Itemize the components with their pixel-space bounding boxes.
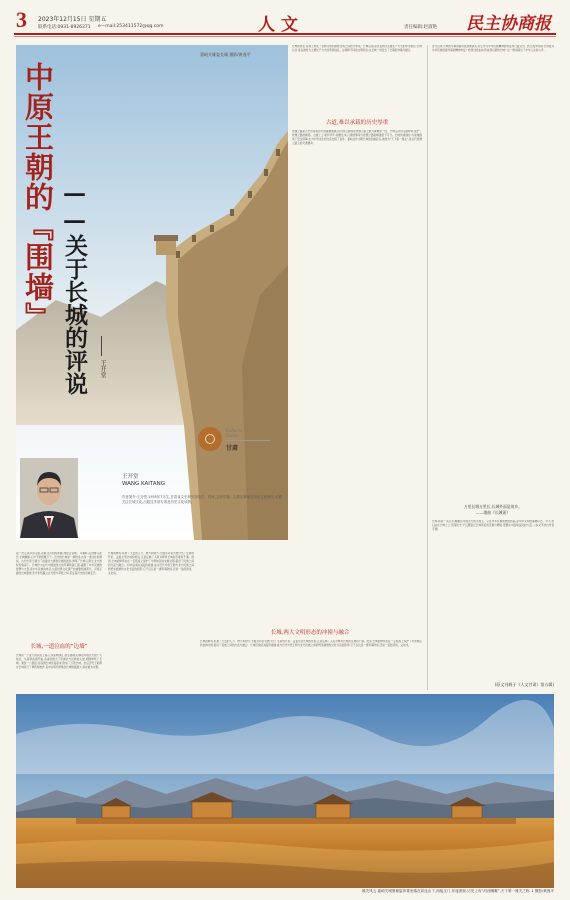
column-label-cn: 甘肃 [226, 445, 239, 452]
contact-email: e—mail:253411572@qq.com [98, 24, 164, 29]
heading-civilizations: 长城,两大文明形态的冲撞与融合 [270, 630, 350, 636]
body-col4-lower: 长城,如同一条巨龙,蜿蜒在中国北方的大地上。它是中华民族智慧的结晶,是中华文明的重要标志。今天,我们站在长城之上,回望历史,不仅要铭记长城背后的苦难与牺牲,更要从中汲取奋进的力量。(本文节选自作者专著) [432, 520, 554, 532]
photo-caption-bottom: 雄关风云 嘉峪关城堡雄姿冲霄坐落在祁连山下,西接玉门,东接酒泉,历史上有“河西咽喉”,天下第一雄关之称 ↓ 摄影/黄逸平 [361, 889, 554, 893]
issue-date: 2023年12月15日 星期五 [38, 16, 107, 23]
pull-quote-source: ——歌曲《长城谣》 [475, 510, 511, 515]
body-col2: 长城的修筑,耗费了大量的人力、物力和财力,无数劳动者为此付出了生命的代价。孟姜女哭长城的传说,正是反映了人民对修筑长城的苦难和不满。然而,长城的修筑也在一定程度上保护了中原地区的农耕文明,促进了民族之间的交流与融合。长城沿线的关隘和烽燧,成为历代中原王朝与北方民族之间的贸易通道和文化交流的纽带,它不仅仅是一道军事防线,还是一条经济线、文化线。 [108, 552, 194, 576]
masthead-rule [14, 33, 556, 35]
gansu-emblem-icon [198, 427, 222, 451]
author-name-cn: 王开堂 [122, 474, 139, 480]
author-portrait [20, 458, 78, 538]
body-col-bottom-mid: 长城的修筑,耗费了大量的人力、物力和财力,无数劳动者为此付出了生命的代价。孟姜女哭长城的传说,正是反映了人民对修筑长城的苦难和不满。然而,长城的修筑也在一定程度上保护了中原地区的农耕文明,促进了民族之间的交流与融合。长城沿线的关隘和烽燧,成为历代中原王朝与北方民族之间的贸易通道和文化交流的纽带,它不仅仅是一道军事防线,还是一条经济线、文化线。 [200, 640, 422, 648]
pull-quote-line: 万里长城万里长,长城外面是故乡。 [463, 504, 523, 509]
body-col3-upper: 长城的存在,客观上形成了农耕文明和游牧文明之间的分界线。长城以南,是以农耕为主要生产方式的中原地区;长城以北,是以游牧为主要生产方式的草原地区。这两种不同的文明形态,在长城一线发生了长期的冲撞与融合。 [292, 45, 422, 53]
column-badge [198, 425, 282, 455]
newspaper-logo: 民主协商报 [466, 14, 551, 34]
byline-rule [101, 336, 102, 356]
source-note: (原文刊载于《人文甘肃》第五辑) [494, 682, 554, 687]
author-name-en: WANG KAITANG [122, 481, 165, 487]
editor-credit: 责任编辑:赵淑艳 [404, 25, 438, 30]
body-col4-upper: 近代以来,长城的军事防御功能逐渐消失,但它作为中华民族精神的象征却日益突出。抗日战争时期,长城成为中华民族抵御外侮的精神象征,“把我们的血肉,筑成我们新的长城”,这一歌词唱出了中华儿女的心声。 [432, 45, 554, 53]
column-label-en: Cultural Gansu [226, 428, 242, 438]
article-title: 中原王朝的『围墙』 [21, 62, 55, 332]
column-divider [427, 45, 428, 690]
page-number: 3 [16, 7, 27, 32]
section-title: 人文 [258, 15, 304, 35]
contact-phone: 联系电话:0931-8926371 [38, 25, 91, 30]
heading-ancient-road: 古道,难以承载的历史厚重 [325, 120, 389, 126]
masthead-rule-thin [14, 36, 556, 37]
photo-caption-top: 嘉峪关雄姿长城 摄影/黄逸平 [200, 52, 251, 57]
heading-border-wall: 长城,一道泣血的“边墙” [30, 644, 88, 650]
article-subtitle: ——关于长城的评说 [61, 180, 88, 395]
body-col3-middle: 丝绸之路是古代连接东西方的重要通道,而河西走廊则是丝绸之路上最为重要的一段。长城沿河西走廊修筑,保护了丝绸之路的畅通。古道之上,驼铃声声,商旅往来,汉唐的繁荣与丝绸之路的畅通密不可分。长城的烽燧台,为商旅提供了安全保障,也为中西文化的交流创造了条件。嘉峪关作为明长城的西端起点,被誉为“天下第一雄关”,是古代丝绸之路上的交通要冲。 [292, 130, 422, 146]
column-label-divider [226, 440, 270, 441]
body-col1-lower: 长城是一个庞大的系统工程,它东起鸭绿江,西至嘉峪关,横贯中国北方的广大地区。从春秋战国开始,各诸侯国为了防御北方民族的入侵,相继修筑了长城。秦统一六国后,将各国长城连接起来,形成了万里长城。此后历代王朝都对长城进行了修筑和维护,其中以明代修筑的长城规模最大,保存最为完整。 [16, 654, 102, 670]
article-byline: 王开堂 [99, 360, 106, 378]
body-col1-upper: 第一次走进河西走廊,是前往河西的新疆,途经古浪峡、乌鞘岭,沿途群山起伏,长城蜿蜒,心中不禁感慨万千。历史的长城是一道防线,也是一道文化的界线。古代中原王朝为了抵御北方游牧民族的侵扰,修筑了长城,以防止北方游牧民族南下。长城作为古代中国最伟大的军事防御工程,凝聚了中华民族的智慧与力量,是中华民族的象征,也是世界文化遗产的重要组成部分。河西走廊的长城遗迹,至今仍然矗立在戈壁与草原之间,见证着历史的沧桑变迁。 [16, 552, 102, 576]
author-bio: 作者简介:王开堂,1955年7月生,甘肃省文史研究馆馆员、作家,文史学者。主要从事地方历史文化研究,长期关注长城文化,出版过多部专著及历史文化读物。 [122, 495, 282, 505]
jiayuguan-photo-bottom [16, 694, 554, 888]
